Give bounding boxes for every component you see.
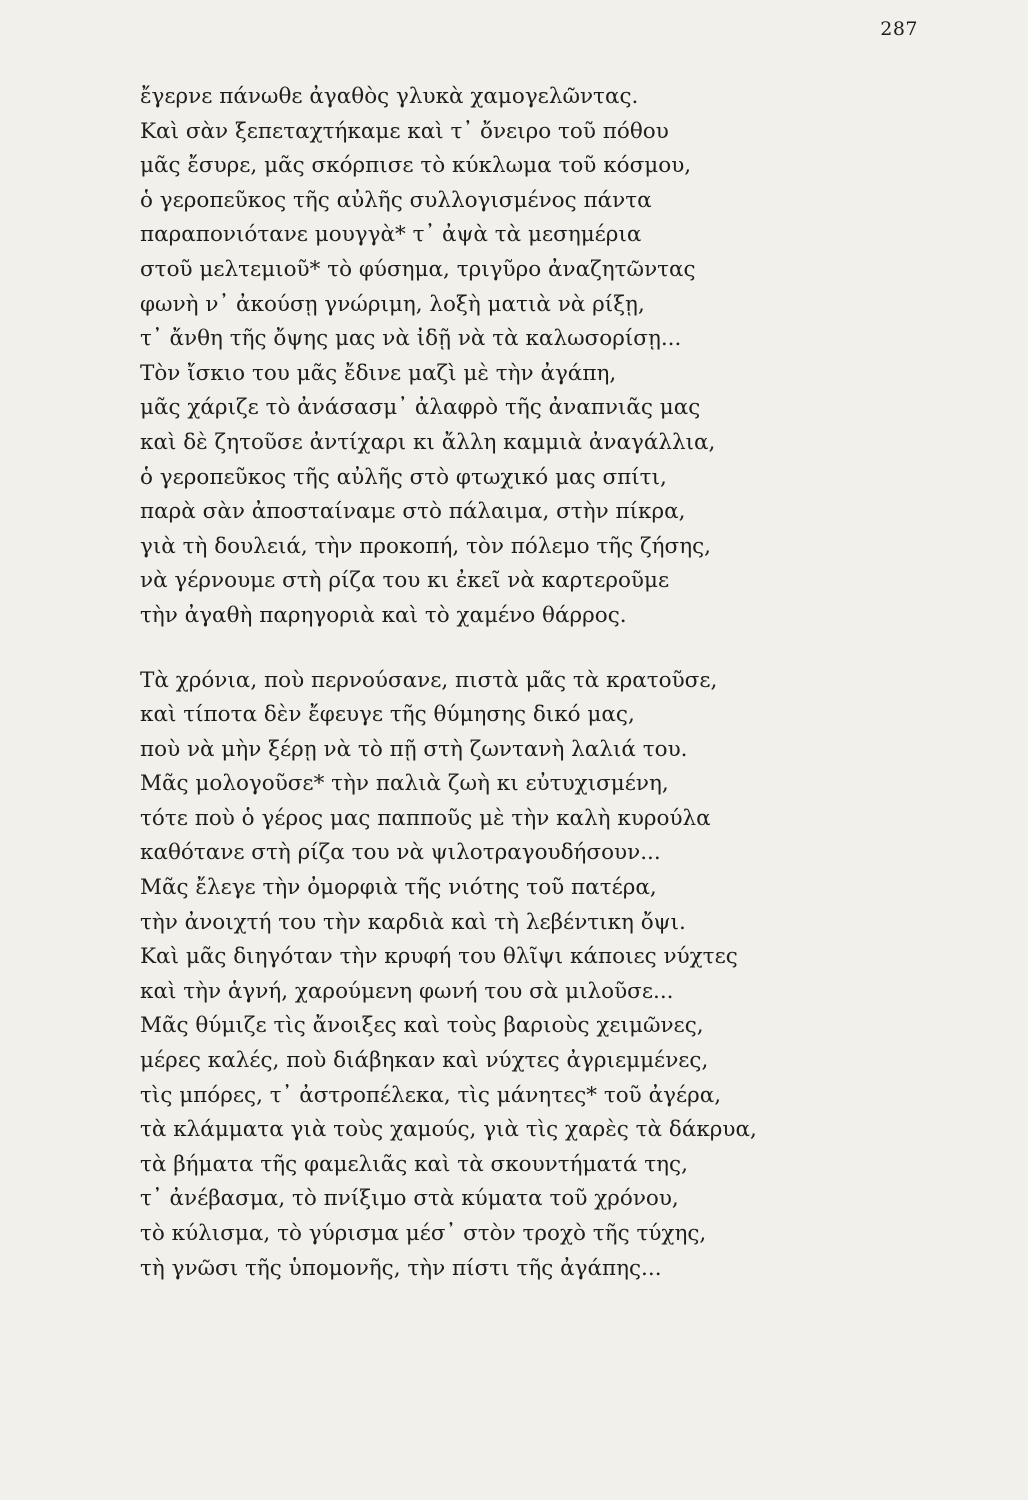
poem-line: στοῦ μελτεμιοῦ* τὸ φύσημα, τριγῦρο ἀναζητῶντας [140,256,696,282]
poem-line: Τὸν ἴσκιο του μᾶς ἔδινε μαζὶ μὲ τὴν ἀγάπη, [140,360,617,386]
poem-line: μᾶς χάριζε τὸ ἀνάσασμ᾽ ἀλαφρὸ τῆς ἀναπνιᾶς μας [140,395,701,421]
poem-line: τὰ βήματα τῆς φαμελιᾶς καὶ τὰ σκουντήματά της, [140,1151,688,1177]
poem-line: Καὶ σὰν ξεπεταχτήκαμε καὶ τ᾽ ὄνειρο τοῦ πόθου [140,118,669,144]
poem-line: καθότανε στὴ ρίζα του νὰ ψιλοτραγουδήσουν... [140,840,661,866]
poem-line: Μᾶς μολογοῦσε* τὴν παλιὰ ζωὴ κι εὐτυχισμένη, [140,771,669,797]
poem-line: τὴ γνῶσι τῆς ὑπομονῆς, τὴν πίστι τῆς ἀγάπης... [140,1255,662,1281]
poem-line: τ᾽ ἀνέβασμα, τὸ πνίξιμο στὰ κύματα τοῦ χρόνου, [140,1186,679,1212]
poem-line: νὰ γέρνουμε στὴ ρίζα του κι ἐκεῖ νὰ καρτεροῦμε [140,568,670,594]
poem-line: γιὰ τὴ δουλειά, τὴν προκοπή, τὸν πόλεμο τῆς ζήσης, [140,533,711,559]
page-number: 287 [880,18,918,40]
poem-line: φωνὴ ν᾽ ἀκούσῃ γνώριμη, λοξὴ ματιὰ νὰ ρίξῃ, [140,291,645,317]
poem-line: καὶ τίποτα δὲν ἔφευγε τῆς θύμησης δικό μας, [140,702,635,728]
poem-line: παρὰ σὰν ἀποσταίναμε στὸ πάλαιμα, στὴν πίκρα, [140,499,686,525]
poem-line: Μᾶς ἔλεγε τὴν ὀμορφιὰ τῆς νιότης τοῦ πατέρα, [140,875,657,901]
poem-line: Καὶ μᾶς διηγόταν τὴν κρυφή του θλῖψι κάποιες νύχτες [140,944,738,970]
poem-line: τ᾽ ἄνθη τῆς ὄψης μας νὰ ἰδῇ νὰ τὰ καλωσορίσῃ... [140,326,682,352]
poem-line: τὴν ἀγαθὴ παρηγοριὰ καὶ τὸ χαμένο θάρρος. [140,602,627,628]
poem-line: ὁ γεροπεῦκος τῆς αὐλῆς συλλογισμένος πάντα [140,187,652,213]
poem-line: τότε ποὺ ὁ γέρος μας παπποῦς μὲ τὴν καλὴ κυρούλα [140,805,711,831]
poem-line: Μᾶς θύμιζε τὶς ἄνοιξες καὶ τοὺς βαριοὺς χειμῶνες, [140,1013,704,1039]
poem-line: μέρες καλές, ποὺ διάβηκαν καὶ νύχτες ἀγριεμμένες, [140,1048,709,1074]
poem-line: παραπονιότανε μουγγὰ* τ᾽ ἀψὰ τὰ μεσημέρια [140,222,642,248]
stanza-1 [140,80,880,634]
poem-line: τὸ κύλισμα, τὸ γύρισμα μέσ᾽ στὸν τροχὸ τῆς τύχης, [140,1221,707,1246]
poem-line: Τὰ χρόνια, ποὺ περνούσανε, πιστὰ μᾶς τὰ κρατοῦσε, [140,667,718,693]
poem-line: ἔγερνε πάνωθε ἀγαθὸς γλυκὰ χαμογελῶντας. [140,84,639,109]
poem-line: τὶς μπόρες, τ᾽ ἀστροπέλεκα, τὶς μάνητες* τοῦ ἀγέρα, [140,1082,722,1108]
poem-line: ποὺ νὰ μὴν ξέρῃ νὰ τὸ πῇ στὴ ζωντανὴ λαλιά του. [140,736,688,762]
poem-line: τὴν ἀνοιχτή του τὴν καρδιὰ καὶ τὴ λεβέντικη ὄψι. [140,909,686,935]
poem-text [140,80,880,1286]
poem-line: καὶ τὴν ἁγνή, χαρούμενη φωνή του σὰ μιλοῦσε... [140,978,674,1004]
stanza-2 [140,664,880,1287]
poem-line: ὁ γεροπεῦκος τῆς αὐλῆς στὸ φτωχικό μας σπίτι, [140,464,667,490]
poem-line: μᾶς ἔσυρε, μᾶς σκόρπισε τὸ κύκλωμα τοῦ κόσμου, [140,153,692,179]
poem-line: καὶ δὲ ζητοῦσε ἀντίχαρι κι ἄλλη καμμιὰ ἀναγάλλια, [140,429,716,455]
poem-line: τὰ κλάμματα γιὰ τοὺς χαμούς, γιὰ τὶς χαρὲς τὰ δάκρυα, [140,1117,757,1143]
